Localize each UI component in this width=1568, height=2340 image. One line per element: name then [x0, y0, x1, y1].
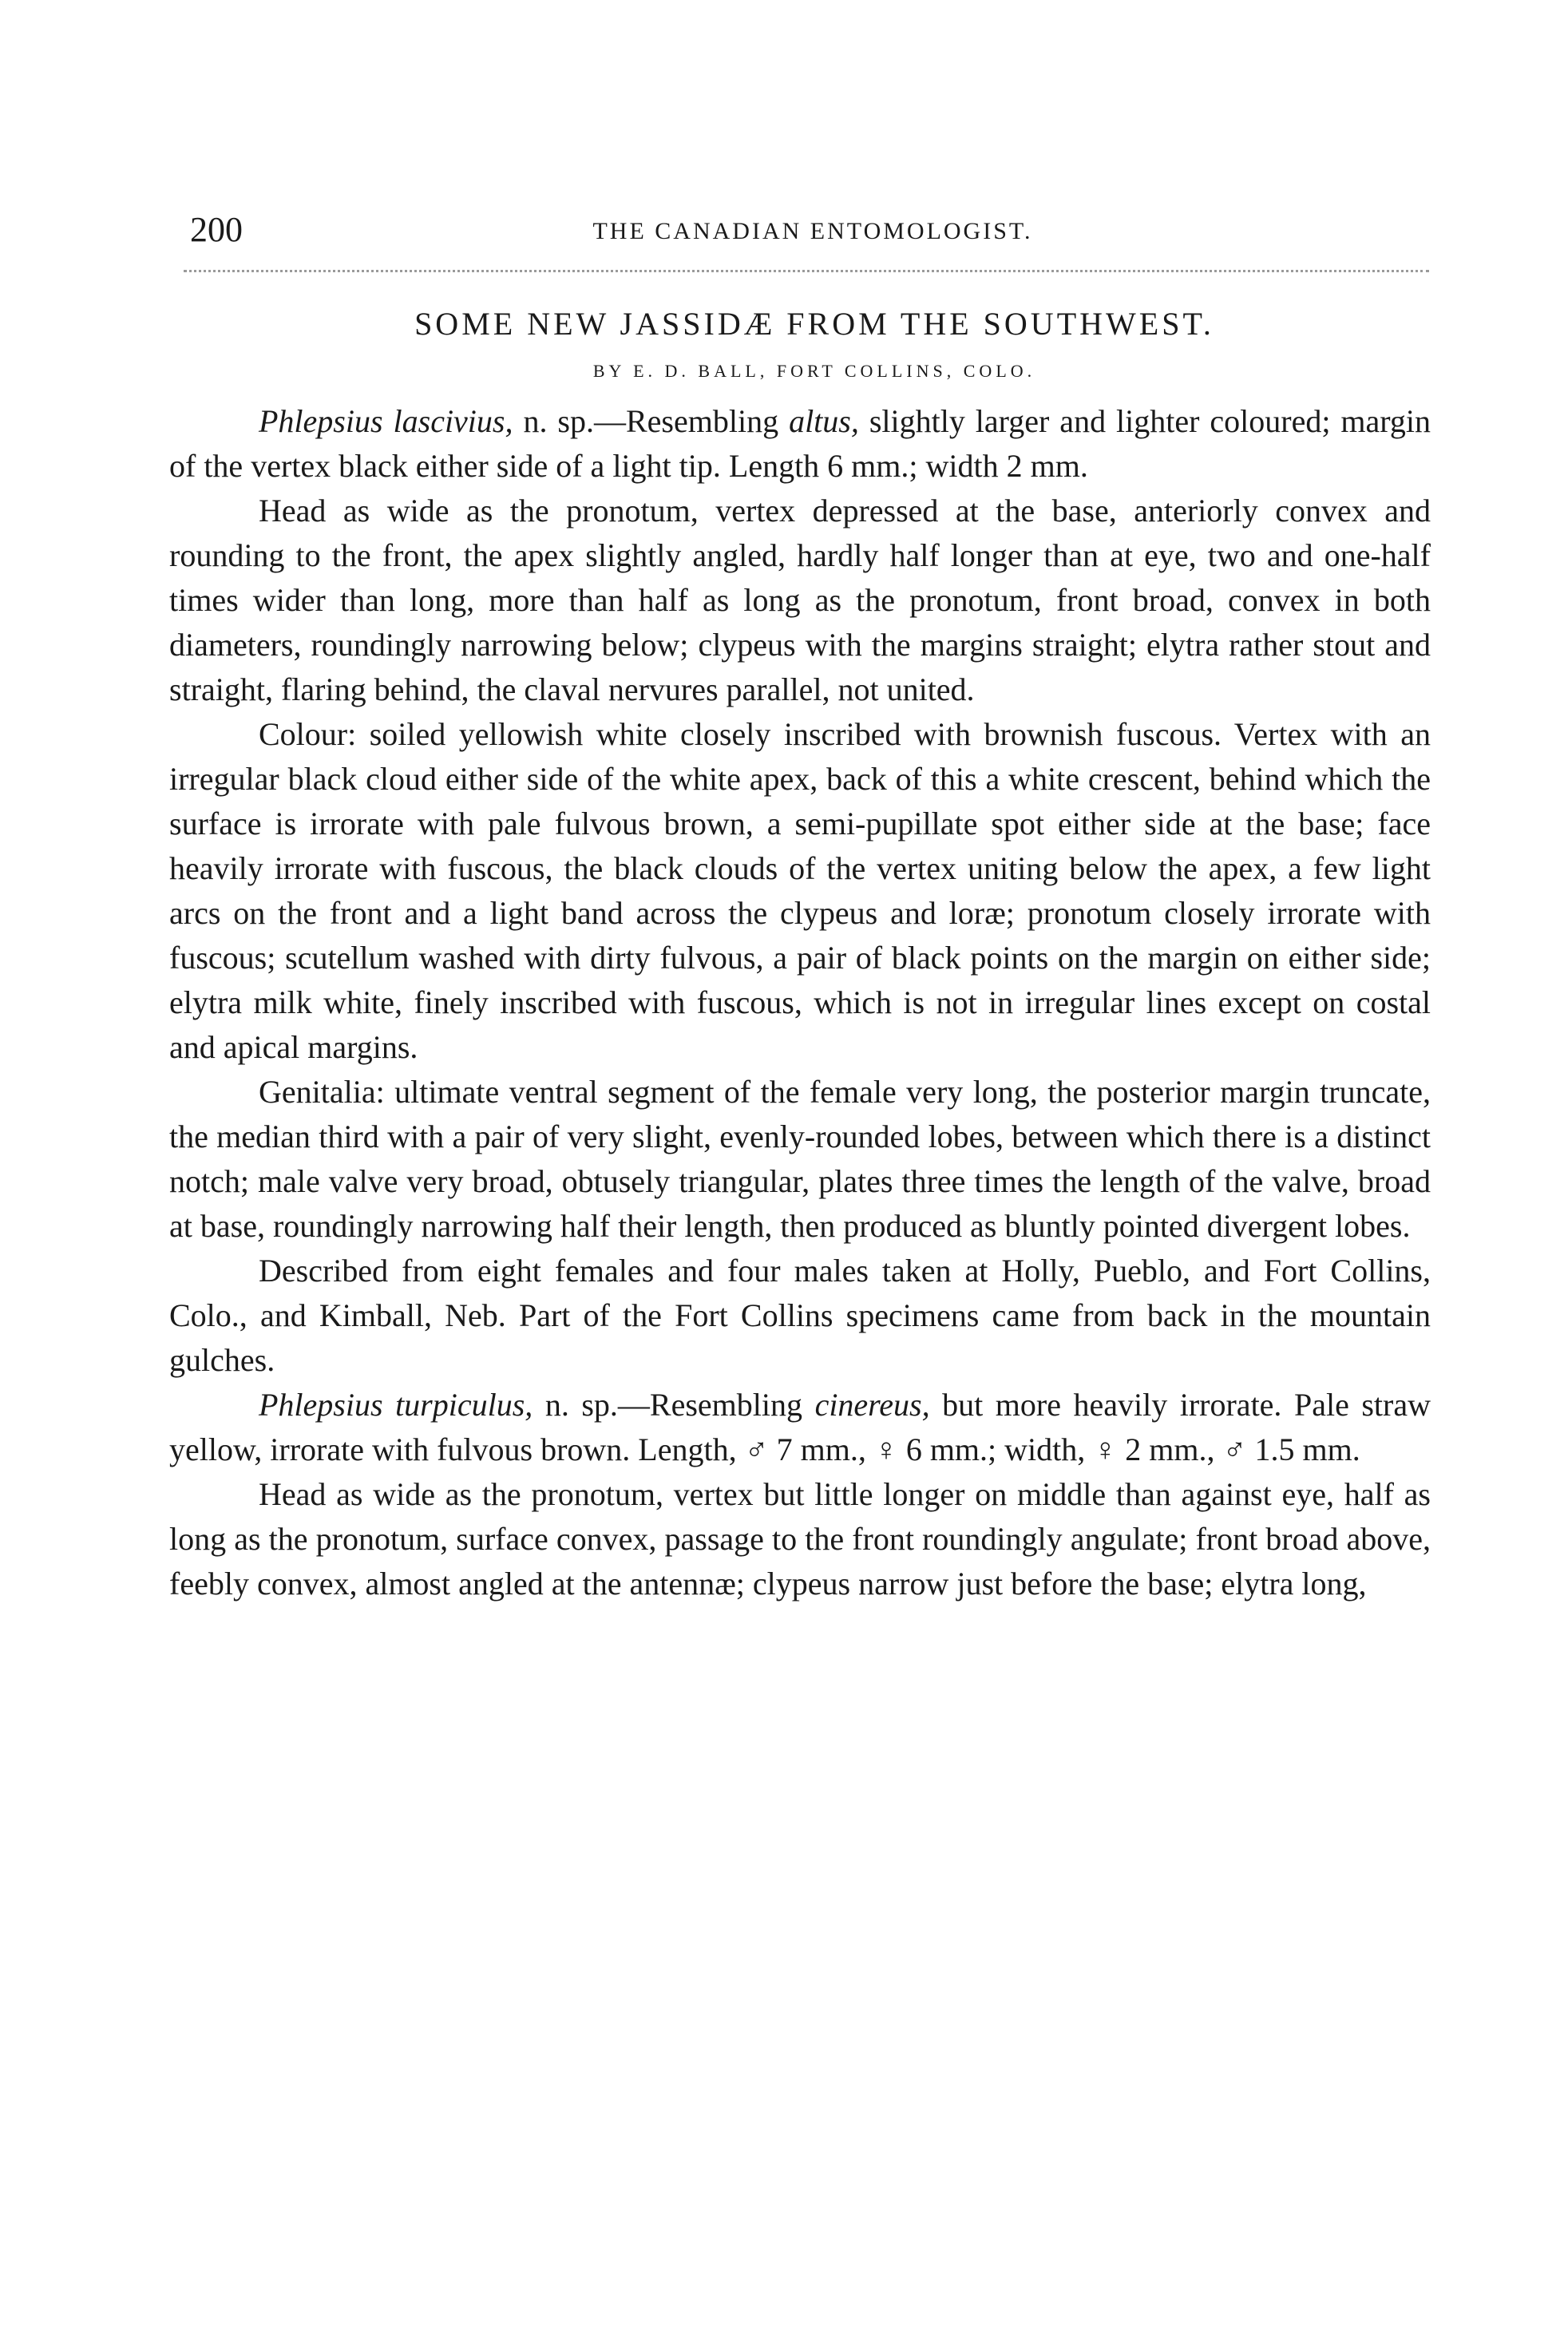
header-rule — [184, 270, 1429, 272]
running-head: THE CANADIAN ENTOMOLOGIST. — [592, 218, 1033, 244]
species2-compare-name: cinereus, — [814, 1387, 930, 1423]
species2-intro-pre: n. sp.—Resembling — [533, 1387, 815, 1423]
species1-intro-pre: n. sp.—Resembling — [513, 403, 790, 439]
species2-intro-post: but more heavily irrorate. Pale straw yellow, irrorate with fulvous brown. Length, ♂ 7 mm., ♀ 6 mm.; width, ♀ 2 mm., ♂ 1.5 mm. — [169, 1387, 1431, 1467]
article-body — [169, 399, 1431, 1606]
species1-head-paragraph: Head as wide as the pronotum, vertex depressed at the base, anteriorly convex and rounding to the front, the apex slightly angled, hardly half longer than at eye, two and one-half times wider than long, more than half as long as the pronotum, front broad, convex in both diameters, roundingly narrowing below; clypeus with the margins straight; elytra rather stout and straight, flaring behind, the claval nervures parallel, not united. — [169, 493, 1431, 707]
species2-head-paragraph: Head as wide as the pronotum, vertex but little longer on middle than against eye, half as long as the pronotum, surface convex, passage to the front roundingly angulate; front broad above, feebly convex, almost angled at the antennæ; clypeus narrow just before the base; elytra long, — [169, 1476, 1431, 1602]
species1-genitalia-paragraph: Genitalia: ultimate ventral segment of the female very long, the posterior margin truncate, the median third with a pair of very slight, evenly-rounded lobes, between which there is a distinct notch; male valve very broad, obtusely triangular, plates three times the length of the valve, broad at base, roundingly narrowing half their length, then produced as bluntly pointed divergent lobes. — [169, 1074, 1431, 1244]
article-byline: BY E. D. BALL, FORT COLLINS, COLO. — [592, 361, 1036, 381]
species2-intro-paragraph — [169, 1383, 1431, 1472]
species1-intro-post: slightly larger and lighter coloured; margin of the vertex black either side of a light tip. Length 6 mm.; width 2 mm. — [169, 403, 1431, 484]
article-title: SOME NEW JASSIDÆ FROM THE SOUTHWEST. — [414, 306, 1214, 342]
species1-described-paragraph: Described from eight females and four males taken at Holly, Pueblo, and Fort Collins, Colo., and Kimball, Neb. Part of the Fort Collins specimens came from back in the mountain gulches. — [169, 1253, 1431, 1378]
species1-name: Phlepsius lascivius, — [259, 403, 513, 439]
species2-name: Phlepsius turpiculus, — [259, 1387, 533, 1423]
species1-intro-paragraph — [169, 399, 1431, 489]
species1-colour-paragraph: Colour: soiled yellowish white closely inscribed with brownish fuscous. Vertex with an irregular black cloud either side of the white apex, back of this a white crescent, behind which the surface is irrorate with pale fulvous brown, a semi-pupillate spot either side at the base; face heavily irrorate with fuscous, the black clouds of the vertex uniting below the apex, a few light arcs on the front and a light band across the clypeus and loræ; pronotum closely irrorate with fuscous; scutellum washed with dirty fulvous, a pair of black points on the margin on either side; elytra milk white, finely inscribed with fuscous, which is not in irregular lines except on costal and apical margins. — [169, 716, 1431, 1065]
page-header — [190, 209, 1435, 257]
page-number: 200 — [190, 210, 243, 249]
species1-compare-name: altus, — [789, 403, 859, 439]
